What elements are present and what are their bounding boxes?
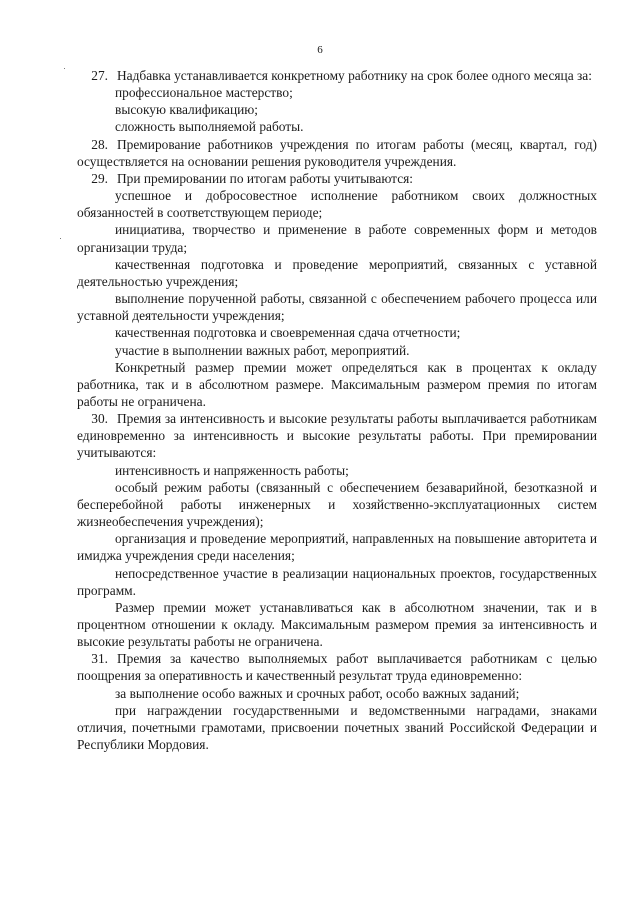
list-item: качественная подготовка и проведение мероприятий, связанных с уставной деятельностью учреждения; [77,256,597,289]
list-item: успешное и добросовестное исполнение работником своих должностных обязанностей в соответствующем периоде; [77,188,597,221]
list-item: инициатива, творчество и применение в работе современных форм и методов организации труда; [77,222,597,255]
paragraph-30 [77,410,597,461]
clause-number: 29. [91,170,108,186]
clause-number: 27. [91,68,108,83]
page-number: 6 [317,44,323,56]
list-item: выполнение порученной работы, связанной с обеспечением рабочего процесса или уставной деятельности учреждения; [77,291,597,324]
clause-number: 30. [91,411,108,427]
paragraph-31 [77,650,597,684]
list-item: сложность выполняемой работы. [115,119,304,135]
paragraph-29 [77,170,597,187]
scan-speck [60,238,61,239]
list-item: интенсивность и напряженность работы; [115,462,349,478]
list-item: при награждении государственными и ведомственными наградами, знаками отличия, почетными грамотами, присвоении почетных званий Российской Федерации и Республики Мордовия. [77,702,597,753]
scan-speck [64,68,65,69]
paragraph-text: Премия за качество выполняемых работ выплачивается работникам с целью поощрения за оперативность и качественный результат труда единовременно: [77,651,597,684]
list-item: участие в выполнении важных работ, мероприятий. [115,342,410,358]
clause-number: 31. [91,651,108,667]
list-item: особый режим работы (связанный с обеспечением безаварийной, безотказной и бесперебойной работы инженерных и хозяйственно-эксплуатационных систем жизнеобеспечения учреждения); [77,479,597,530]
paragraph-27 [77,67,597,84]
list-item: непосредственное участие в реализации национальных проектов, государственных программ. [77,565,597,598]
paragraph: Размер премии может устанавливаться как в абсолютном значении, так и в процентном отношении к окладу. Максимальным размером премия за интенсивность и высокие результаты работы не ограничена. [77,599,597,650]
document-body [77,67,597,753]
paragraph-text: Премия за интенсивность и высокие результаты работы выплачивается работникам единовременно за интенсивность и высокие результаты работы. При премировании учитываются: [77,411,597,461]
list-item: за выполнение особо важных и срочных работ, особо важных заданий; [115,685,520,701]
list-item: качественная подготовка и своевременная сдача отчетности; [115,325,461,341]
clause-number: 28. [91,136,108,152]
paragraph: Конкретный размер премии может определяться как в процентах к окладу работника, так и в абсолютном размере. Максимальным размером премия по итогам работы не ограничена. [77,359,597,409]
paragraph-28 [77,136,597,170]
list-item: профессиональное мастерство; [115,85,293,101]
paragraph-text: При премировании по итогам работы учитываются: [117,170,414,186]
paragraph-text: Премирование работников учреждения по итогам работы (месяц, квартал, год) осуществляется на основании решения руководителя учреждения. [77,136,597,169]
paragraph-text: Надбавка устанавливается конкретному работнику на срок более одного месяца за: [117,68,592,83]
list-item: высокую квалификацию; [115,102,259,118]
list-item: организация и проведение мероприятий, направленных на повышение авторитета и имиджа учреждения среди населения; [77,531,597,564]
